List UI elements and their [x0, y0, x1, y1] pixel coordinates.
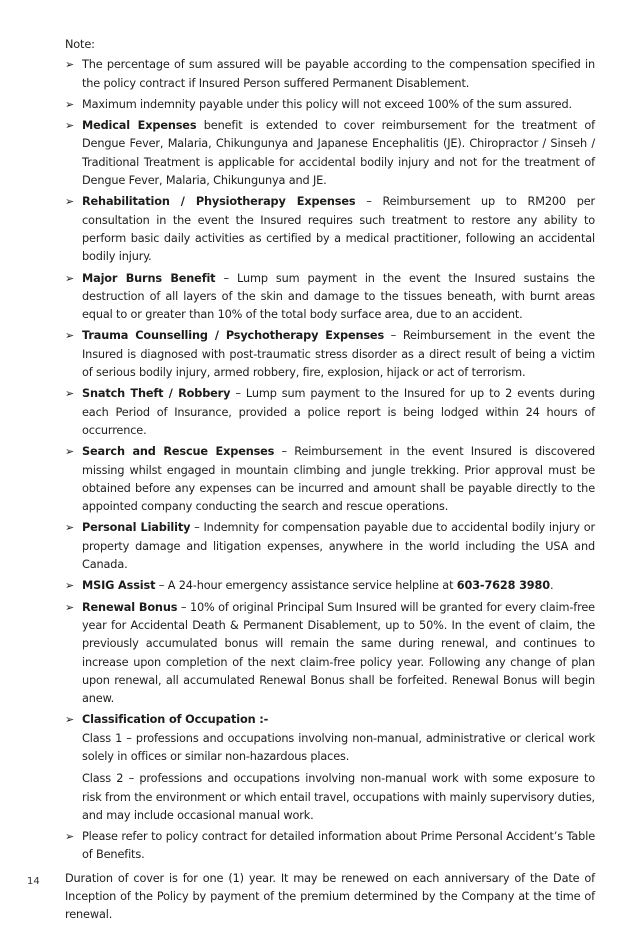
list-item	[65, 270, 595, 325]
item-title: Snatch Theft / Robbery	[82, 387, 231, 401]
list-item	[65, 711, 595, 825]
notes-section	[65, 36, 595, 925]
arrow-bullet-icon: ➢	[65, 58, 75, 72]
note-label: Note:	[65, 38, 95, 51]
arrow-bullet-icon: ➢	[65, 387, 75, 401]
list-item	[65, 599, 595, 709]
arrow-bullet-icon: ➢	[65, 579, 75, 593]
helpline-number: 603-7628 3980	[456, 579, 550, 593]
list-item	[65, 443, 595, 516]
item-title: Trauma Counselling / Psychotherapy Expenses	[82, 329, 385, 343]
occupation-class-2: Class 2 – professions and occupations involving non-manual work with some exposure to risk from the environment or which entail travel, occupations with mainly supervisory duties, and may include occasional manual work.	[82, 772, 595, 822]
item-text: – 10% of original Principal Sum Insured will be granted for every claim-free year for Accidental Death & Permanent Disablement, up to 50%. In the event of claim, the previously accumulated bonus will remain the same during renewal, and continues to increase upon completion of the next claim-free policy year. Following any change of plan upon renewal, all accumulated Renewal Bonus shall be forfeited. Renewal Bonus will begin anew.	[82, 600, 595, 706]
item-title: Renewal Bonus	[82, 600, 178, 614]
item-title: Medical Expenses	[82, 119, 197, 133]
list-item	[65, 577, 595, 595]
item-text-tail: .	[549, 579, 554, 593]
item-text: – A 24-hour emergency assistance service helpline at	[155, 579, 457, 593]
item-text: Please refer to policy contract for detailed information about Prime Personal Accident’s Table of Benefits.	[82, 830, 595, 862]
item-text: – Reimbursement in the event Insured is discovered missing whilst engaged in mountain climbing and jungle trekking. Prior approval must be obtained before any expenses can be incurred and amount shall be payable directly to the appointed company conducting the search and rescue operations.	[82, 445, 595, 514]
arrow-bullet-icon: ➢	[65, 521, 75, 535]
list-item	[65, 56, 595, 93]
duration-paragraph: Duration of cover is for one (1) year. It may be renewed on each anniversary of the Date of Inception of the Policy by payment of the premium determined by the Company at the time of renewal.	[65, 871, 595, 922]
item-text: benefit is extended to cover reimbursement for the treatment of Dengue Fever, Malaria, Chikungunya and Japanese Encephalitis (JE). Chiropractor / Sinseh / Traditional Treatment is applicable for accidental bodily injury and not for the treatment of Dengue Fever, Malaria, Chikungunya and JE.	[82, 119, 595, 188]
arrow-bullet-icon: ➢	[65, 445, 75, 459]
arrow-bullet-icon: ➢	[65, 600, 75, 614]
item-title: Rehabilitation / Physiotherapy Expenses	[82, 195, 356, 209]
item-text: The percentage of sum assured will be payable according to the compensation specified in the policy contract if Insured Person suffered Permanent Disablement.	[82, 58, 595, 90]
item-text: – Indemnity for compensation payable due to accidental bodily injury or property damage and litigation expenses, anywhere in the world including the USA and Canada.	[82, 521, 595, 572]
item-title: Personal Liability	[82, 521, 191, 535]
list-item	[65, 385, 595, 440]
list-item	[65, 193, 595, 266]
item-title: Search and Rescue Expenses	[82, 445, 275, 459]
item-title: MSIG Assist	[82, 579, 156, 593]
notes-list	[65, 56, 595, 864]
arrow-bullet-icon: ➢	[65, 119, 75, 133]
arrow-bullet-icon: ➢	[65, 271, 75, 285]
item-text: – Reimbursement in the event the Insured is diagnosed with post-traumatic stress disorder as a direct result of being a victim of serious bodily injury, armed robbery, fire, explosion, hijack or act of terrorism.	[82, 329, 595, 380]
list-item	[65, 96, 595, 114]
list-item	[65, 327, 595, 382]
occupation-class-1: Class 1 – professions and occupations involving non-manual, administrative or clerical work solely in offices or similar non-hazardous places.	[82, 731, 595, 763]
item-text: – Lump sum payment in the event the Insured sustains the destruction of all layers of the skin and damage to the tissues beneath, with burnt areas equal to or greater than 10% of the total body surface area, due to an accident.	[82, 271, 595, 322]
item-text: – Lump sum payment to the Insured for up to 2 events during each Period of Insurance, provided a police report is being lodged within 24 hours of occurrence.	[82, 387, 595, 437]
arrow-bullet-icon: ➢	[65, 713, 75, 727]
arrow-bullet-icon: ➢	[65, 195, 75, 209]
arrow-bullet-icon: ➢	[65, 329, 75, 343]
item-title: Classification of Occupation :-	[82, 713, 269, 727]
arrow-bullet-icon: ➢	[65, 97, 75, 111]
list-item	[65, 519, 595, 574]
arrow-bullet-icon: ➢	[65, 830, 75, 844]
item-text: – Reimbursement up to RM200 per consultation in the event the Insured requires such treatment to restore any ability to perform basic daily activities as certified by a medical practitioner, following an accidental bodily injury.	[82, 195, 596, 264]
item-title: Major Burns Benefit	[82, 271, 216, 285]
item-text: Maximum indemnity payable under this policy will not exceed 100% of the sum assured.	[82, 97, 572, 111]
list-item	[65, 828, 595, 865]
page-number: 14	[27, 876, 40, 887]
list-item	[65, 117, 595, 190]
